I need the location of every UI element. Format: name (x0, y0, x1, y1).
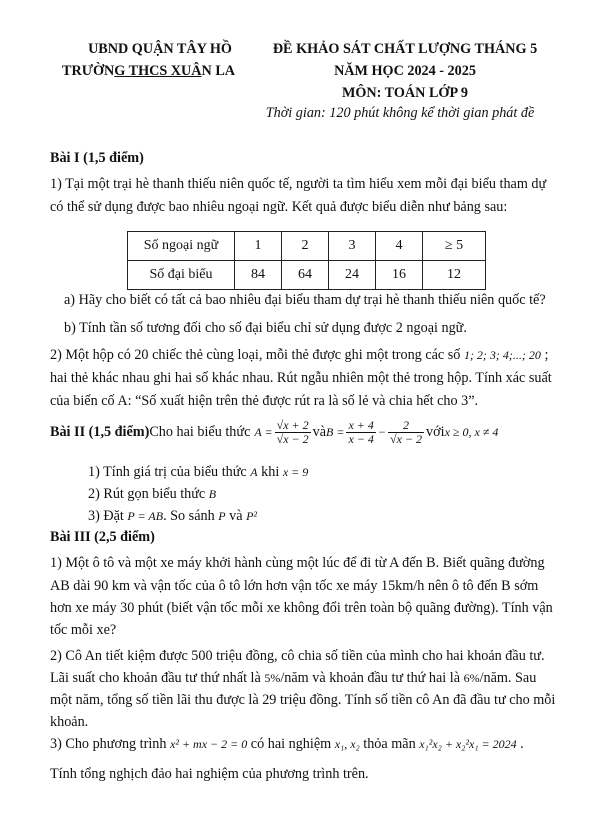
school-year: NĂM HỌC 2024 - 2025 (334, 63, 476, 79)
denominator: √x − 2 (390, 431, 423, 446)
paragraph: 2) Cô An tiết kiệm được 500 triệu đồng, cô chia số tiền của mình cho hai khoản đầu tư. (50, 648, 545, 664)
text: 2) Một hộp có 20 chiếc thẻ cùng loại, mỗi thẻ được ghi một trong các số (50, 347, 464, 363)
text: . So sánh (163, 508, 219, 524)
school-name-underlined: G THCS XUÂ (114, 63, 202, 79)
table-cell: 4 (376, 232, 423, 261)
paragraph: hơn xe máy 30 phút (biết vận tốc mỗi xe không đổi trên toàn bộ quãng đường). Tính vận (50, 600, 553, 616)
table-cell: 84 (235, 261, 282, 290)
paragraph: có thể sử dụng được bao nhiêu ngoại ngữ. Kết quả được biểu diễn như bảng sau: (50, 199, 508, 215)
section-title-bai3: Bài III (2,5 điểm) (50, 529, 155, 545)
fraction-b1 (346, 419, 375, 446)
fraction-b2 (388, 419, 424, 446)
paragraph: một năm, tổng số tiền lãi thu được là 29 triệu đồng. Tính số tiền cô An đã đầu tư cho mỗi (50, 692, 556, 708)
text: 3) Đặt (88, 508, 128, 524)
school-name (62, 63, 235, 80)
paragraph (50, 736, 524, 753)
paragraph: hai thẻ khác nhau ghi hai số khác nhau. Rút ngẫu nhiên một thẻ trong hộp. Tính xác suất (50, 370, 552, 386)
exam-title: ĐỀ KHẢO SÁT CHẤT LƯỢNG THÁNG 5 (272, 41, 538, 57)
time-limit: Thời gian: 120 phút không kể thời gian phát đề (265, 105, 535, 121)
table-cell: 12 (423, 261, 486, 290)
school-name-part: TRƯỜN (62, 63, 115, 79)
text: Cho hai biểu thức (149, 423, 251, 440)
question-3 (88, 508, 257, 525)
text: 2) Rút gọn biểu thức (88, 486, 209, 502)
text: /năm. Sau (479, 670, 537, 686)
table-cell: 3 (329, 232, 376, 261)
paragraph: của biến cố A: “Số xuất hiện trên thẻ được rút ra là số lẻ và chia hết cho 3”. (50, 393, 479, 409)
math-rate: 5% (264, 671, 281, 685)
text: với (426, 423, 445, 440)
numerator: x + 4 (348, 417, 374, 432)
section-title-bai2: Bài II (1,5 điểm) (50, 423, 150, 440)
text: thỏa mãn (359, 736, 420, 752)
math-equation: P = AB (127, 509, 164, 523)
math-value: x = 9 (282, 465, 309, 479)
math-condition: x ≥ 0, x ≠ 4 (444, 424, 499, 439)
denominator: √x − 2 (276, 431, 309, 446)
text: và (225, 508, 247, 524)
math-lhs: B = (326, 424, 345, 439)
paragraph: 1) Một ô tô và một xe máy khởi hành cùng một lúc để đi từ A đến B. Biết quãng đường (50, 555, 545, 571)
math-equation: x² + mx − 2 = 0 (170, 737, 248, 751)
frequency-table (127, 231, 486, 290)
table-cell: 24 (329, 261, 376, 290)
section-title-bai1: Bài I (1,5 điểm) (50, 150, 144, 166)
text: 1) Tính giá trị của biểu thức (88, 464, 251, 480)
question-a: a) Hãy cho biết có tất cả bao nhiêu đại biểu tham dự trại hè thanh thiếu niên quốc tế? (64, 292, 546, 308)
bai2-intro-line (50, 414, 498, 450)
paragraph: 1) Tại một trại hè thanh thiếu niên quốc tế, người ta tìm hiểu xem mỗi đại biểu tham dự (50, 176, 547, 192)
text: khi (257, 464, 283, 480)
text: và (312, 423, 327, 440)
table-row-label: Số ngoại ngữ (128, 232, 235, 261)
table-cell: 2 (282, 232, 329, 261)
text: ; (540, 347, 549, 363)
school-authority: UBND QUẬN TÂY HỒ (88, 41, 232, 57)
math-condition: x₁²x₂ + x₂²x₁ = 2024 (419, 737, 517, 751)
math-var: P (218, 509, 226, 523)
denominator: x − 4 (348, 431, 374, 446)
text: Lãi suất cho khoản đầu tư thứ nhất là (50, 670, 265, 686)
math-rate: 6% (463, 671, 480, 685)
math-lhs: A = (254, 424, 273, 439)
text: 3) Cho phương trình (50, 736, 171, 752)
numerator: √x + 2 (276, 417, 309, 432)
question-1 (88, 464, 308, 481)
table-row (128, 232, 486, 261)
numerator: 2 (388, 419, 424, 433)
paragraph: AB dài 90 km và vận tốc của ô tô lớn hơn vận tốc xe máy 15km/h nên ô tô đến B sớm (50, 578, 539, 594)
school-name-part: N LA (201, 63, 236, 79)
math-var: A (250, 465, 258, 479)
question-b: b) Tính tần số tương đối cho số đại biểu chỉ sử dụng được 2 ngoại ngữ. (64, 320, 467, 336)
table-cell: ≥ 5 (423, 232, 486, 261)
table-cell: 16 (376, 261, 423, 290)
paragraph: Tính tổng nghịch đảo hai nghiệm của phương trình trên. (50, 766, 369, 782)
minus-sign: − (377, 424, 387, 439)
paragraph: tốc mỗi xe? (50, 622, 117, 638)
table-row-label: Số đại biểu (128, 261, 235, 290)
table-row (128, 261, 486, 290)
table-cell: 64 (282, 261, 329, 290)
subject: MÔN: TOÁN LỚP 9 (342, 85, 468, 101)
question-2 (88, 486, 216, 503)
fraction-a (275, 419, 311, 446)
table-cell: 1 (235, 232, 282, 261)
text: có hai nghiệm (247, 736, 335, 752)
math-roots: x₁, x₂ (334, 737, 360, 751)
paragraph: khoản. (50, 714, 89, 730)
text: /năm và khoản đầu tư thứ hai là (280, 670, 464, 686)
math-number-list: 1; 2; 3; 4;...; 20 (463, 348, 541, 362)
math-var: P² (246, 509, 258, 523)
math-var: B (208, 487, 217, 501)
text: . (516, 736, 524, 752)
paragraph (50, 347, 548, 364)
paragraph (50, 670, 536, 687)
